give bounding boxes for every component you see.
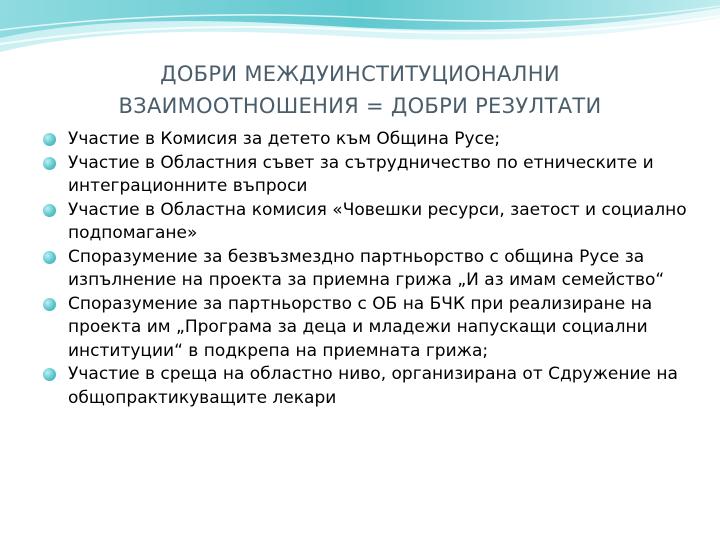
bullet-text: Участие в среща на областно ниво, организирана от Сдружение на общопрактикуващите лекари <box>68 364 678 408</box>
slide-title-line-1: ДОБРИ МЕЖДУИНСТИТУЦИОНАЛНИ <box>160 62 560 86</box>
bullet-text: Споразумение за партньорство с ОБ на БЧК при реализиране на проекта им „Програма за деца и младежи напускащи социални институции“ в подкрепа на приемната грижа; <box>68 293 653 361</box>
bullet-item <box>0 363 720 410</box>
slide-title-line-2: ВЗАИМООТНОШЕНИЯ = ДОБРИ РЕЗУЛТАТИ <box>118 94 602 118</box>
bullet-text: Участие в Областния съвет за сътрудничество по етническите и интеграционните въпроси <box>68 152 654 196</box>
bullet-icon <box>43 204 56 217</box>
bullet-icon <box>43 298 56 311</box>
bullet-item <box>0 128 720 152</box>
bullet-icon <box>43 251 56 264</box>
bullet-icon <box>43 133 56 146</box>
bullet-item <box>0 199 720 246</box>
bullet-icon <box>43 157 56 170</box>
bullet-text: Споразумение за безвъзмездно партньорство с община Русе за изпълнение на проекта за приемна грижа „И аз имам семейство“ <box>68 246 665 290</box>
slide-title <box>40 58 680 122</box>
bullet-item <box>0 152 720 199</box>
bullet-item <box>0 293 720 364</box>
bullet-text: Участие в Комисия за детето към Община Русе; <box>68 129 501 149</box>
bullet-item <box>0 246 720 293</box>
bullet-list <box>0 128 720 410</box>
bullet-icon <box>43 368 56 381</box>
bullet-text: Участие в Областна комисия «Човешки ресурси, заетост и социално подпомагане» <box>68 199 687 243</box>
